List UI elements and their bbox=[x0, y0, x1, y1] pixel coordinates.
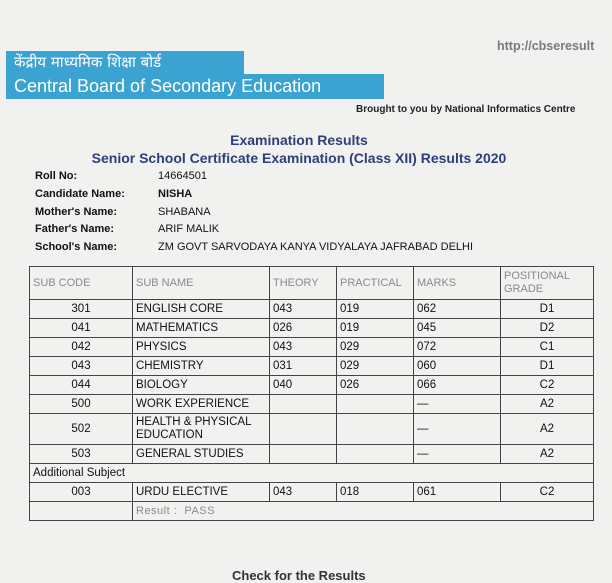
additional-subject-header-row bbox=[30, 464, 594, 483]
table-row bbox=[30, 376, 594, 395]
candidate-name-label: Candidate Name: bbox=[35, 188, 125, 200]
sub-code-cell: 042 bbox=[30, 338, 133, 357]
table-row bbox=[30, 357, 594, 376]
board-name-hindi: केंद्रीय माध्यमिक शिक्षा बोर्ड bbox=[6, 51, 244, 74]
table-row bbox=[30, 483, 594, 502]
roll-no-row bbox=[35, 168, 207, 184]
candidate-name-row bbox=[35, 186, 192, 202]
grade-cell: A2 bbox=[501, 445, 594, 464]
marks-cell: 045 bbox=[414, 319, 501, 338]
father-name-label: Father's Name: bbox=[35, 223, 115, 235]
result-empty-cell bbox=[30, 502, 133, 521]
practical-cell: 026 bbox=[337, 376, 414, 395]
grade-cell: C2 bbox=[501, 483, 594, 502]
col-sub-code: SUB CODE bbox=[30, 267, 133, 300]
father-name-row bbox=[35, 221, 219, 237]
sub-code-cell: 003 bbox=[30, 483, 133, 502]
practical-cell: 029 bbox=[337, 338, 414, 357]
marks-cell: 060 bbox=[414, 357, 501, 376]
roll-no-label: Roll No: bbox=[35, 170, 78, 182]
sub-code-cell: 503 bbox=[30, 445, 133, 464]
result-cell bbox=[133, 502, 594, 521]
practical-cell bbox=[337, 395, 414, 414]
sub-name-line1: HEALTH & PHYSICAL bbox=[136, 416, 252, 428]
school-name-label: School's Name: bbox=[35, 241, 118, 253]
brought-by-text: Brought to you by National Informatics Centre bbox=[356, 104, 576, 115]
candidate-name-value: NISHA bbox=[158, 188, 193, 200]
sub-name-line2: EDUCATION bbox=[136, 429, 203, 441]
sub-code-cell: 043 bbox=[30, 357, 133, 376]
marks-table bbox=[29, 266, 594, 521]
sub-name-cell: PHYSICS bbox=[133, 338, 270, 357]
grade-cell: C2 bbox=[501, 376, 594, 395]
sub-name-cell: ENGLISH CORE bbox=[133, 300, 270, 319]
theory-cell: 031 bbox=[270, 357, 337, 376]
sub-name-cell: GENERAL STUDIES bbox=[133, 445, 270, 464]
practical-cell: 019 bbox=[337, 319, 414, 338]
practical-cell bbox=[337, 445, 414, 464]
theory-cell: 040 bbox=[270, 376, 337, 395]
theory-cell: 026 bbox=[270, 319, 337, 338]
table-row bbox=[30, 445, 594, 464]
sub-code-cell: 500 bbox=[30, 395, 133, 414]
theory-cell: 043 bbox=[270, 338, 337, 357]
practical-cell: 018 bbox=[337, 483, 414, 502]
marks-cell: — bbox=[414, 414, 501, 445]
school-name-value: ZM GOVT SARVODAYA KANYA VIDYALAYA JAFRABAD DELHI bbox=[158, 241, 474, 253]
marks-cell: 072 bbox=[414, 338, 501, 357]
marks-cell: — bbox=[414, 445, 501, 464]
sub-name-cell: CHEMISTRY bbox=[133, 357, 270, 376]
result-value: PASS bbox=[184, 505, 215, 517]
theory-cell: 043 bbox=[270, 483, 337, 502]
sub-name-cell: MATHEMATICS bbox=[133, 319, 270, 338]
school-name-row bbox=[35, 239, 473, 255]
grade-cell: C1 bbox=[501, 338, 594, 357]
practical-cell: 019 bbox=[337, 300, 414, 319]
sub-code-cell: 301 bbox=[30, 300, 133, 319]
theory-cell bbox=[270, 414, 337, 445]
sub-code-cell: 041 bbox=[30, 319, 133, 338]
result-row bbox=[30, 502, 594, 521]
sub-name-cell: URDU ELECTIVE bbox=[133, 483, 270, 502]
mother-name-label: Mother's Name: bbox=[35, 206, 118, 218]
practical-cell bbox=[337, 414, 414, 445]
col-sub-name: SUB NAME bbox=[133, 267, 270, 300]
table-row bbox=[30, 414, 594, 445]
col-theory: THEORY bbox=[270, 267, 337, 300]
marks-cell: 061 bbox=[414, 483, 501, 502]
sub-name-cell bbox=[133, 414, 270, 445]
marks-cell: 062 bbox=[414, 300, 501, 319]
table-header-row bbox=[30, 267, 594, 300]
mother-name-value: SHABANA bbox=[158, 206, 211, 218]
board-name-english: Central Board of Secondary Education bbox=[6, 74, 384, 99]
sub-code-cell: 044 bbox=[30, 376, 133, 395]
table-row bbox=[30, 395, 594, 414]
page-url: http://cbseresult bbox=[497, 39, 595, 53]
father-name-value: ARIF MALIK bbox=[158, 223, 220, 235]
table-row bbox=[30, 300, 594, 319]
sub-code-cell: 502 bbox=[30, 414, 133, 445]
roll-no-value: 14664501 bbox=[158, 170, 207, 182]
table-row bbox=[30, 319, 594, 338]
theory-cell bbox=[270, 395, 337, 414]
col-grade-line2: GRADE bbox=[504, 283, 544, 295]
theory-cell bbox=[270, 445, 337, 464]
result-label: Result : bbox=[136, 505, 178, 517]
additional-subject-label: Additional Subject bbox=[30, 464, 594, 483]
col-practical: PRACTICAL bbox=[337, 267, 414, 300]
grade-cell: D2 bbox=[501, 319, 594, 338]
col-positional-grade bbox=[501, 267, 594, 300]
grade-cell: A2 bbox=[501, 414, 594, 445]
marks-cell: — bbox=[414, 395, 501, 414]
exam-name-title: Senior School Certificate Examination (Class XII) Results 2020 bbox=[91, 150, 507, 166]
marks-cell: 066 bbox=[414, 376, 501, 395]
col-grade-line1: POSITIONAL bbox=[504, 270, 571, 282]
practical-cell: 029 bbox=[337, 357, 414, 376]
theory-cell: 043 bbox=[270, 300, 337, 319]
grade-cell: A2 bbox=[501, 395, 594, 414]
footer-cut-text: Check for the Results bbox=[232, 568, 366, 583]
sub-name-cell: WORK EXPERIENCE bbox=[133, 395, 270, 414]
exam-results-title: Examination Results bbox=[230, 132, 368, 148]
mother-name-row bbox=[35, 204, 211, 220]
grade-cell: D1 bbox=[501, 357, 594, 376]
grade-cell: D1 bbox=[501, 300, 594, 319]
col-marks: MARKS bbox=[414, 267, 501, 300]
sub-name-cell: BIOLOGY bbox=[133, 376, 270, 395]
table-row bbox=[30, 338, 594, 357]
